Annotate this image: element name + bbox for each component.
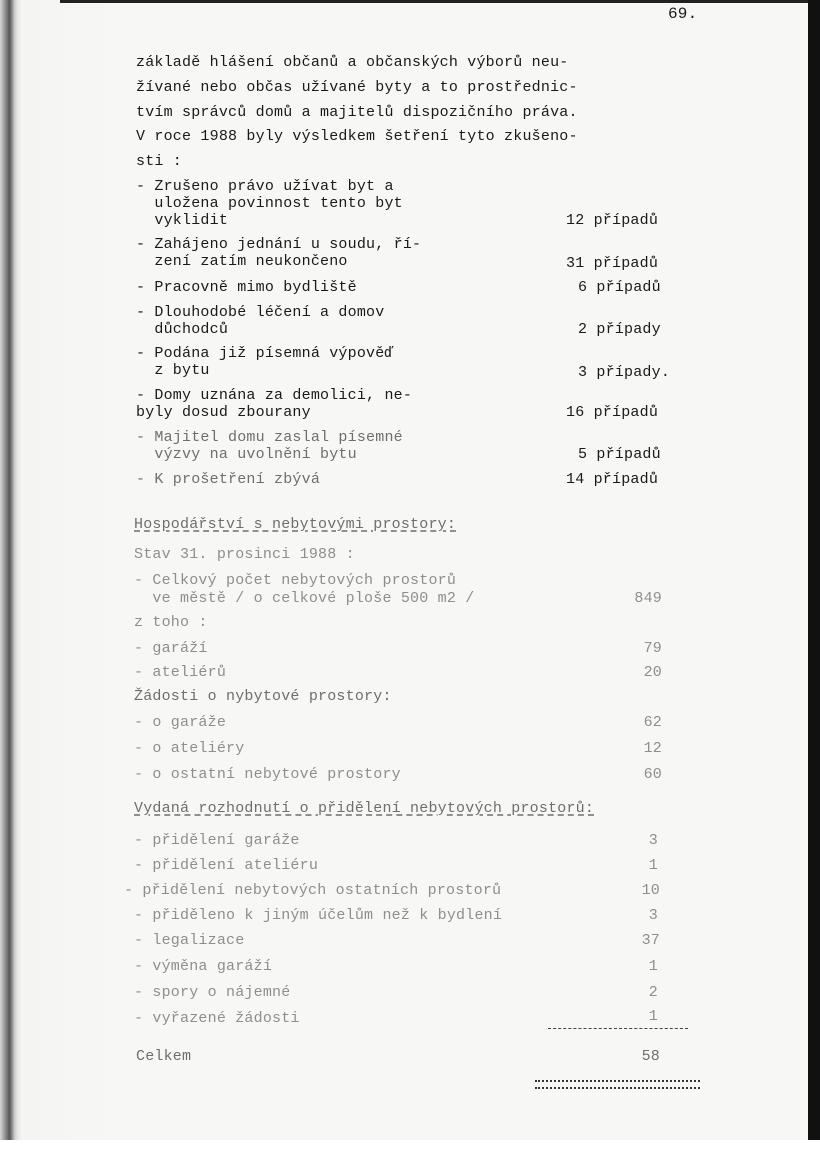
list-item-label: - přidělení garáže (134, 832, 300, 849)
finding-value: 12 případů (566, 212, 659, 229)
finding-line: - Zahájeno jednání u soudu, ří- (136, 236, 422, 253)
finding-value: 3 případy. (578, 364, 671, 381)
list-item-label: - garáží (134, 640, 208, 657)
finding-line: - Podána již písemná výpověď (136, 345, 394, 362)
list-item-value: 12 (643, 740, 662, 757)
finding-line: - Majitel domu zaslal písemné (136, 429, 403, 446)
finding-line: zení zatím neukončeno (136, 253, 348, 270)
finding-value: 5 případů (578, 446, 661, 463)
list-item-label: - přiděleno k jiným účelům než k bydlení (134, 907, 503, 924)
finding-value: 14 případů (566, 471, 659, 488)
stock-date: Stav 31. prosinci 1988 : (134, 546, 355, 563)
intro-line: sti : (136, 153, 183, 170)
list-item-label: - přidělení ateliéru (134, 857, 319, 874)
total-label-line: - Celkový počet nebytových prostorů (134, 572, 457, 589)
finding-value: 31 případů (566, 255, 659, 272)
requests-heading: Žádosti o nybytové prostory: (134, 688, 392, 705)
total-label-line: ve městě / o celkové ploše 500 m2 / (134, 590, 475, 607)
scan-bottom-edge (0, 1140, 820, 1152)
list-item-label: - spory o nájemné (134, 984, 291, 1001)
list-item-value: 37 (641, 932, 660, 949)
list-item-value: 2 (648, 984, 658, 1001)
scan-right-edge (808, 0, 820, 1152)
total-value: 58 (641, 1048, 660, 1065)
page-number: 69. (668, 5, 698, 23)
finding-line: - Dlouhodobé léčení a domov (136, 304, 385, 321)
list-item-value: 20 (643, 664, 662, 681)
finding-line: z bytu (136, 362, 210, 379)
total-label: Celkem (136, 1048, 192, 1065)
intro-line: V roce 1988 byly výsledkem šetření tyto zkušeno- (136, 128, 578, 145)
intro-line: tvím správců domů a majitelů dispozičního práva. (136, 104, 578, 121)
list-item-value: 10 (641, 882, 660, 899)
list-item-label: - vyřazené žádosti (134, 1010, 300, 1027)
list-item-value: 1 (648, 958, 658, 975)
list-item-label: - o ateliéry (134, 740, 245, 757)
finding-line: byly dosud zbourany (136, 404, 311, 421)
total-value: 849 (634, 590, 662, 607)
list-item-value: 3 (648, 832, 658, 849)
list-item-label: - o garáže (134, 714, 227, 731)
finding-line: - Domy uznána za demolici, ne- (136, 387, 413, 404)
list-item-value: 3 (648, 907, 658, 924)
finding-line: důchodců (136, 321, 229, 338)
list-item-label: - ateliérů (134, 664, 227, 681)
finding-value: 2 případy (578, 321, 661, 338)
finding-line: - Pracovně mimo bydliště (136, 279, 357, 296)
scan-top-edge (60, 0, 820, 3)
list-item-label: - výměna garáží (134, 958, 273, 975)
list-item-value: 60 (643, 766, 662, 783)
section-heading: Hospodářství s nebytovými prostory: (134, 516, 457, 533)
list-item-label: - přidělení nebytových ostatních prostorů (124, 882, 502, 899)
scan-shadow (0, 0, 120, 1152)
list-item-label: - legalizace (134, 932, 245, 949)
list-item-value: 1 (648, 1008, 658, 1025)
intro-line: žívané nebo občas užívané byty a to prostřednic- (136, 79, 578, 96)
double-underline (535, 1080, 700, 1089)
finding-value: 6 případů (578, 279, 661, 296)
intro-line: základě hlášení občanů a občanských výborů neu- (136, 54, 569, 71)
list-item-label: - o ostatní nebytové prostory (134, 766, 401, 783)
list-item-value: 1 (648, 857, 658, 874)
finding-line: - Zrušeno právo užívat byt a (136, 178, 394, 195)
finding-line: uložena povinnost tento byt (136, 195, 403, 212)
finding-value: 16 případů (566, 404, 659, 421)
finding-line: vyklidit (136, 212, 229, 229)
finding-line: výzvy na uvolnění bytu (136, 446, 357, 463)
of-which-label: z toho : (134, 614, 208, 631)
section-heading: Vydaná rozhodnutí o přidělení nebytových prostorů: (134, 800, 595, 817)
finding-line: - K prošetření zbývá (136, 471, 321, 488)
list-item-value: 62 (643, 714, 662, 731)
list-item-value: 79 (643, 640, 662, 657)
sum-divider (548, 1028, 688, 1029)
